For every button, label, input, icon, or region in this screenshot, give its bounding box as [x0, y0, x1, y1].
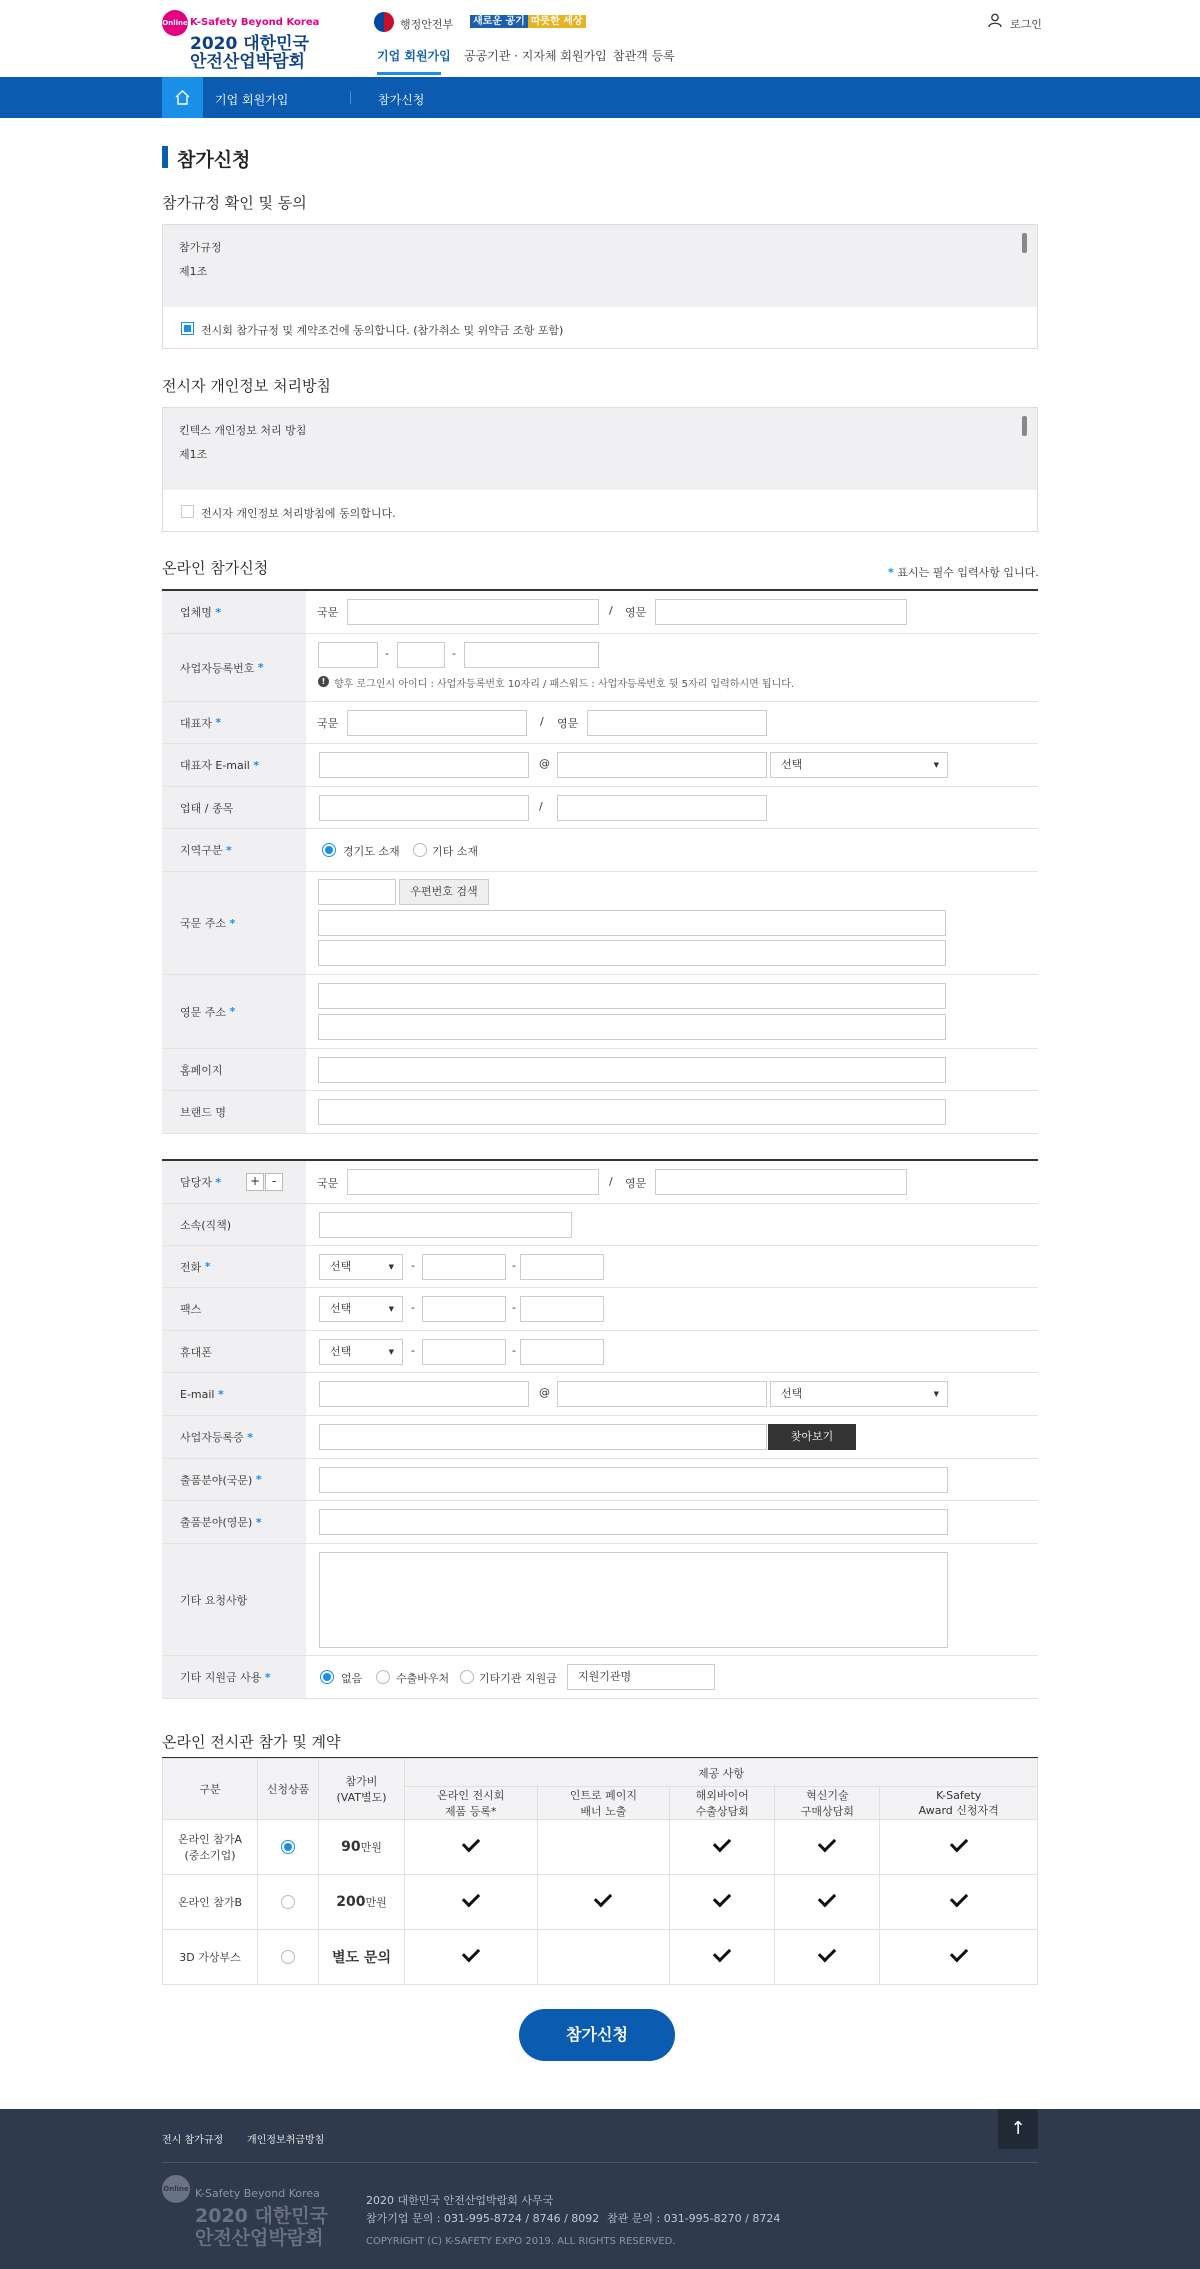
region-other-radio[interactable]	[413, 843, 427, 857]
label-item-eng	[162, 1501, 306, 1543]
required-star: *	[215, 716, 222, 729]
biz-type-input[interactable]	[319, 795, 529, 821]
terms-body: 제1조	[179, 265, 208, 278]
manager-eng-input[interactable]	[655, 1169, 907, 1195]
privacy-scroll-area[interactable]	[163, 408, 1037, 490]
fax-mid-input[interactable]	[422, 1296, 506, 1322]
biz-number-part3-input[interactable]	[464, 642, 599, 668]
footer-logo-line2: 안전산업박람회	[195, 2227, 324, 2249]
label-text: 담당자	[180, 1176, 212, 1189]
nav-visitor-register[interactable]: 참관객 등록	[613, 49, 675, 63]
biz-number-part2-input[interactable]	[397, 642, 445, 668]
label-company-name	[162, 591, 306, 633]
footer-divider	[162, 2162, 1038, 2163]
footer-office: 2020 대한민국 안전산업박람회 사무국	[366, 2194, 554, 2207]
offer-cell	[405, 1875, 538, 1930]
offer-cell	[537, 1820, 670, 1875]
label-eng-address	[162, 975, 306, 1048]
info-icon: !	[318, 676, 329, 687]
footer-logo-line1: 2020 대한민국	[195, 2205, 328, 2227]
slogan-part-b: 따뜻한 세상	[528, 15, 586, 28]
mobile-area-select[interactable]: 선택 ▼	[319, 1339, 403, 1365]
at-sign: @	[539, 757, 550, 770]
dash: -	[385, 647, 389, 660]
label-text: 지역구분	[180, 844, 223, 857]
phone-mid-input[interactable]	[422, 1254, 506, 1280]
row-biz-type	[162, 787, 1038, 829]
online-app-heading: 온라인 참가신청	[162, 559, 269, 577]
package-table	[162, 1758, 1038, 1985]
required-star: *	[247, 1430, 254, 1444]
package-radio[interactable]	[281, 1950, 295, 1964]
label-text: 사업자등록증	[180, 1431, 244, 1444]
privacy-agree-label[interactable]: 전시자 개인정보 처리방침에 동의합니다.	[201, 507, 396, 520]
dash: -	[411, 1344, 415, 1357]
row-region	[162, 829, 1038, 872]
row-manager	[162, 1161, 1038, 1204]
required-star: *	[229, 916, 236, 930]
dash: -	[411, 1301, 415, 1314]
label-text: 사업자등록번호	[180, 661, 255, 675]
offer-col-text: 온라인 전시회	[437, 1789, 505, 1802]
row-ceo	[162, 702, 1038, 744]
package-name	[163, 1820, 258, 1875]
offer-cell	[880, 1930, 1038, 1985]
label-ceo-email	[162, 744, 306, 786]
package-select-cell	[258, 1875, 319, 1930]
home-button[interactable]	[162, 77, 203, 118]
offer-col-2	[670, 1787, 775, 1820]
terms-title: 참가규정	[179, 241, 222, 254]
row-kor-address	[162, 872, 1038, 975]
required-star: *	[264, 1670, 271, 1684]
offer-cell	[880, 1875, 1038, 1930]
package-fee-value: 90	[341, 1839, 361, 1855]
terms-agree-label[interactable]: 전시회 참가규정 및 계약조건에 동의합니다. (참가취소 및 위약금 조항 포함)	[201, 324, 564, 337]
eng-label: 영문	[625, 1177, 647, 1190]
arrow-up-icon: ↑	[1010, 2118, 1026, 2139]
label-biz-number	[162, 634, 306, 701]
offer-col-text: 제품 등록*	[445, 1805, 497, 1818]
footer-contact-exhibitor: 참가기업 문의 : 031-995-8724 / 8746 / 8092	[366, 2212, 600, 2225]
nav-public-signup[interactable]: 공공기관 · 지자체 회원가입	[464, 49, 607, 63]
package-fee-unit: 만원	[365, 1896, 387, 1909]
slash: /	[609, 1175, 613, 1188]
label-text: 업체명	[180, 606, 212, 619]
check-icon	[713, 1943, 731, 1961]
browse-file-button[interactable]: 찾아보기	[768, 1424, 856, 1450]
package-name	[163, 1930, 258, 1985]
agency-name-input[interactable]: 지원기관명	[567, 1664, 715, 1690]
location-item-1[interactable]: 기업 회원가입	[215, 93, 289, 107]
row-request	[162, 1544, 1038, 1656]
check-icon	[462, 1833, 480, 1851]
subsidy-voucher-radio[interactable]	[376, 1670, 390, 1684]
label-text: 대표자 E-mail	[180, 759, 250, 772]
required-star: *	[215, 1175, 222, 1189]
label-text: 업태 / 종목	[180, 801, 234, 815]
label-mobile	[162, 1331, 306, 1372]
logo-title-line1[interactable]: 2020 대한민국	[190, 34, 309, 54]
terms-scrollbar[interactable]	[1022, 233, 1027, 253]
remove-manager-button[interactable]: -	[265, 1173, 283, 1191]
dash: -	[512, 1344, 516, 1357]
label-manager	[162, 1161, 306, 1203]
footer	[0, 2109, 1200, 2269]
col-select: 신청상품	[258, 1759, 319, 1820]
label-request	[162, 1544, 306, 1655]
biz-item-input[interactable]	[557, 795, 767, 821]
offer-cell	[537, 1875, 670, 1930]
slash: /	[540, 715, 544, 728]
row-brand	[162, 1091, 1038, 1134]
row-homepage	[162, 1049, 1038, 1091]
privacy-scrollbar[interactable]	[1022, 416, 1027, 436]
request-textarea[interactable]	[319, 1552, 948, 1648]
mobile-last-input[interactable]	[520, 1339, 604, 1365]
ceo-email-domain-input[interactable]	[557, 752, 767, 778]
logo-title-line2[interactable]: 안전산업박람회	[190, 52, 305, 72]
offer-cell	[670, 1930, 775, 1985]
check-icon	[818, 1888, 836, 1906]
eng-label: 영문	[557, 717, 579, 730]
kor-address2-input[interactable]	[318, 940, 946, 966]
offer-col-0	[405, 1787, 538, 1820]
label-text: 휴대폰	[180, 1345, 212, 1359]
biz-cert-file-input[interactable]	[319, 1424, 767, 1450]
privacy-heading: 전시자 개인정보 처리방침	[162, 377, 331, 395]
required-star: *	[215, 605, 222, 619]
check-icon	[462, 1888, 480, 1906]
company-name-eng-input[interactable]	[655, 599, 907, 625]
check-icon	[950, 1888, 968, 1906]
privacy-body: 제1조	[179, 448, 208, 461]
terms-scroll-area[interactable]	[163, 225, 1037, 307]
biz-number-note: 향후 로그인시 아이디 : 사업자등록번호 10자리 / 패스워드 : 사업자등록번호 뒷 5자리 입력하시면 됩니다.	[334, 679, 795, 690]
terms-agree-checkbox[interactable]	[181, 322, 194, 335]
home-icon	[162, 77, 203, 118]
offer-col-text: 해외바이어	[695, 1789, 749, 1802]
row-email	[162, 1373, 1038, 1416]
label-text: 기타 요청사항	[180, 1593, 248, 1607]
offer-col-text: 수출상담회	[695, 1805, 749, 1818]
fax-area-select[interactable]: 선택 ▼	[319, 1296, 403, 1322]
offer-cell	[775, 1875, 880, 1930]
package-fee-value: 별도 문의	[332, 1950, 391, 1966]
col-fee	[319, 1759, 405, 1820]
label-region	[162, 829, 306, 871]
package-fee-unit: 만원	[360, 1841, 382, 1854]
offer-cell	[670, 1875, 775, 1930]
row-subsidy	[162, 1656, 1038, 1699]
label-kor-address	[162, 872, 306, 974]
label-text: 팩스	[180, 1303, 202, 1316]
row-biz-cert	[162, 1416, 1038, 1459]
package-row	[163, 1820, 1038, 1875]
location-bar	[0, 77, 1200, 118]
scroll-top-button[interactable]	[998, 2109, 1038, 2149]
check-icon	[594, 1888, 612, 1906]
company-name-kor-input[interactable]	[347, 599, 599, 625]
offer-cell	[537, 1930, 670, 1985]
row-biz-number	[162, 634, 1038, 702]
location-divider	[350, 91, 351, 104]
terms-heading: 참가규정 확인 및 동의	[162, 194, 307, 212]
logo-tagline[interactable]: K-Safety Beyond Korea	[190, 17, 320, 28]
email-domain-input[interactable]	[557, 1381, 767, 1407]
terms-box	[162, 224, 1038, 349]
page-title: 참가신청	[177, 149, 251, 171]
row-item-eng	[162, 1501, 1038, 1544]
check-icon	[950, 1833, 968, 1851]
required-star: *	[888, 566, 894, 579]
user-icon[interactable]	[988, 13, 1002, 27]
region-gyeonggi-radio[interactable]	[322, 843, 336, 857]
slash: /	[539, 800, 543, 813]
subsidy-none-radio[interactable]	[320, 1670, 334, 1684]
footer-link-terms[interactable]: 전시 참가규정	[162, 2135, 224, 2146]
row-dept	[162, 1204, 1038, 1246]
login-link[interactable]: 로그인	[1010, 18, 1042, 31]
col-fee-sub: (VAT별도)	[336, 1791, 387, 1804]
privacy-agree-checkbox[interactable]	[181, 505, 194, 518]
label-dept	[162, 1204, 306, 1245]
footer-logo-tagline: K-Safety Beyond Korea	[195, 2187, 320, 2200]
label-text: 출품분야(국문)	[180, 1473, 253, 1487]
row-company-name	[162, 591, 1038, 634]
kor-label: 국문	[317, 606, 339, 619]
label-brand	[162, 1091, 306, 1133]
row-item-kor	[162, 1459, 1038, 1501]
subsidy-none-label[interactable]: 없음	[341, 1672, 363, 1685]
label-text: 홈페이지	[180, 1063, 223, 1077]
eng-address1-input[interactable]	[318, 983, 946, 1009]
label-email	[162, 1373, 306, 1415]
required-star: *	[204, 1260, 211, 1273]
eng-label: 영문	[625, 606, 647, 619]
row-ceo-email	[162, 744, 1038, 787]
label-text: E-mail	[180, 1387, 215, 1401]
phone-area-select[interactable]: 선택 ▼	[319, 1254, 403, 1280]
region-gyeonggi-label[interactable]: 경기도 소재	[343, 845, 400, 858]
slogan-banner	[466, 13, 590, 30]
footer-link-privacy[interactable]: 개인정보취급방침	[247, 2135, 325, 2146]
label-biz-type	[162, 787, 306, 828]
check-icon	[713, 1833, 731, 1851]
label-phone	[162, 1246, 306, 1287]
package-row	[163, 1875, 1038, 1930]
label-fax	[162, 1288, 306, 1330]
label-homepage	[162, 1049, 306, 1090]
required-star: *	[257, 661, 264, 674]
ceo-email-id-input[interactable]	[319, 752, 529, 778]
offer-col-text: Award 신청자격	[918, 1803, 999, 1817]
package-radio[interactable]	[281, 1895, 295, 1909]
col-offer: 제공 사항	[405, 1759, 1038, 1787]
kor-label: 국문	[317, 1177, 339, 1190]
offer-cell	[405, 1820, 538, 1875]
page-title-bar	[162, 146, 168, 168]
mobile-mid-input[interactable]	[422, 1339, 506, 1365]
offer-col-text: 배너 노출	[580, 1805, 627, 1818]
col-fee-text: 참가비	[345, 1775, 378, 1788]
required-star: *	[229, 1005, 236, 1018]
offer-col-1	[537, 1787, 670, 1820]
at-sign: @	[539, 1386, 550, 1399]
offer-col-text: 인트로 페이지	[569, 1789, 637, 1802]
package-name-line1: 3D 가상부스	[179, 1951, 241, 1964]
nav-company-signup[interactable]: 기업 회원가입	[377, 49, 451, 63]
required-note-text: 표시는 필수 입력사항 입니다.	[897, 566, 1039, 579]
nav-active-indicator	[377, 72, 441, 75]
region-other-label[interactable]: 기타 소재	[432, 845, 479, 858]
add-manager-button[interactable]: +	[246, 1173, 264, 1191]
package-select-cell	[258, 1820, 319, 1875]
brand-input[interactable]	[318, 1099, 946, 1125]
ceo-eng-input[interactable]	[587, 710, 767, 736]
eng-address2-input[interactable]	[318, 1014, 946, 1040]
site-header	[0, 0, 1200, 77]
label-text: 전화	[180, 1260, 202, 1274]
package-fee-value: 200	[336, 1894, 366, 1910]
label-biz-cert	[162, 1416, 306, 1458]
dash: -	[411, 1259, 415, 1272]
ministry-emblem-icon	[374, 12, 394, 32]
package-fee	[319, 1875, 405, 1930]
offer-cell	[775, 1930, 880, 1985]
label-text: 대표자	[180, 716, 212, 730]
footer-copyright: COPYRIGHT (C) K-SAFETY EXPO 2019. ALL RIGHTS RESERVED.	[366, 2236, 676, 2247]
email-domain-select[interactable]: 선택 ▼	[770, 1381, 948, 1407]
label-text: 국문 주소	[180, 917, 227, 930]
required-star: *	[226, 843, 232, 857]
offer-cell	[405, 1930, 538, 1985]
package-fee	[319, 1930, 405, 1985]
required-star: *	[218, 1387, 224, 1401]
label-subsidy	[162, 1656, 306, 1698]
package-name-line2: (중소기업)	[184, 1849, 236, 1862]
privacy-box	[162, 407, 1038, 532]
package-select-cell	[258, 1930, 319, 1985]
manager-kor-input[interactable]	[347, 1169, 599, 1195]
label-text: 브랜드 명	[180, 1106, 227, 1119]
item-kor-input[interactable]	[319, 1467, 948, 1493]
label-text: 소속(직책)	[180, 1218, 232, 1232]
email-id-input[interactable]	[319, 1381, 529, 1407]
offer-col-text: 혁신기술	[806, 1789, 849, 1802]
dash: -	[512, 1259, 516, 1272]
label-ceo	[162, 702, 306, 743]
subsidy-other-radio[interactable]	[460, 1670, 474, 1684]
offer-col-4	[880, 1787, 1038, 1820]
subsidy-voucher-label[interactable]: 수출바우처	[396, 1672, 450, 1685]
package-name	[163, 1875, 258, 1930]
package-name-line1: 온라인 참가A	[177, 1833, 243, 1846]
label-text: 영문 주소	[180, 1005, 227, 1019]
ceo-kor-input[interactable]	[347, 710, 527, 736]
homepage-input[interactable]	[318, 1057, 946, 1083]
slogan-part-a: 새로운 공기	[470, 15, 528, 28]
offer-col-text: 구매상담회	[800, 1805, 854, 1818]
check-icon	[818, 1833, 836, 1851]
dept-input[interactable]	[319, 1212, 572, 1238]
required-note	[888, 564, 1039, 580]
biz-number-part1-input[interactable]	[318, 642, 378, 668]
offer-col-text: K-Safety	[936, 1788, 982, 1802]
required-star: *	[255, 1473, 262, 1486]
required-star: *	[255, 1515, 262, 1529]
package-radio[interactable]	[281, 1840, 295, 1854]
check-icon	[950, 1943, 968, 1961]
row-fax	[162, 1288, 1038, 1331]
privacy-title: 킨텍스 개인정보 처리 방침	[179, 424, 307, 437]
package-heading: 온라인 전시관 참가 및 계약	[162, 1733, 341, 1751]
slash: /	[609, 604, 613, 617]
zipcode-search-button[interactable]: 우편번호 검색	[399, 879, 489, 905]
required-star: *	[253, 758, 260, 772]
dash: -	[512, 1301, 516, 1314]
subsidy-other-label[interactable]: 기타기관 지원금	[479, 1672, 557, 1685]
package-fee	[319, 1820, 405, 1875]
label-text: 출품분야(영문)	[180, 1516, 253, 1529]
kor-address1-input[interactable]	[318, 910, 946, 936]
zipcode-input[interactable]	[318, 879, 396, 905]
footer-logo-badge: Online	[162, 2175, 190, 2203]
package-row	[163, 1930, 1038, 1985]
check-icon	[713, 1888, 731, 1906]
check-icon	[818, 1943, 836, 1961]
phone-last-input[interactable]	[520, 1254, 604, 1280]
offer-cell	[880, 1820, 1038, 1875]
package-name-line1: 온라인 참가B	[177, 1896, 243, 1909]
col-type: 구분	[163, 1759, 258, 1820]
dash: -	[452, 647, 456, 660]
fax-last-input[interactable]	[520, 1296, 604, 1322]
location-item-2[interactable]: 참가신청	[378, 93, 425, 107]
row-mobile	[162, 1331, 1038, 1373]
logo-badge[interactable]: Online	[162, 10, 188, 36]
footer-contact-visitor: 참관 문의 : 031-995-8270 / 8724	[607, 2212, 781, 2225]
ministry-name: 행정안전부	[400, 18, 454, 31]
label-item-kor	[162, 1459, 306, 1500]
submit-button[interactable]: 참가신청	[519, 2009, 675, 2061]
label-text: 기타 지원금 사용	[180, 1671, 262, 1684]
offer-cell	[670, 1820, 775, 1875]
check-icon	[462, 1943, 480, 1961]
row-phone	[162, 1246, 1038, 1288]
offer-cell	[775, 1820, 880, 1875]
offer-col-3	[775, 1787, 880, 1820]
ceo-email-domain-select[interactable]: 선택 ▼	[770, 752, 948, 778]
row-eng-address	[162, 975, 1038, 1049]
item-eng-input[interactable]	[319, 1509, 948, 1535]
kor-label: 국문	[317, 717, 339, 730]
